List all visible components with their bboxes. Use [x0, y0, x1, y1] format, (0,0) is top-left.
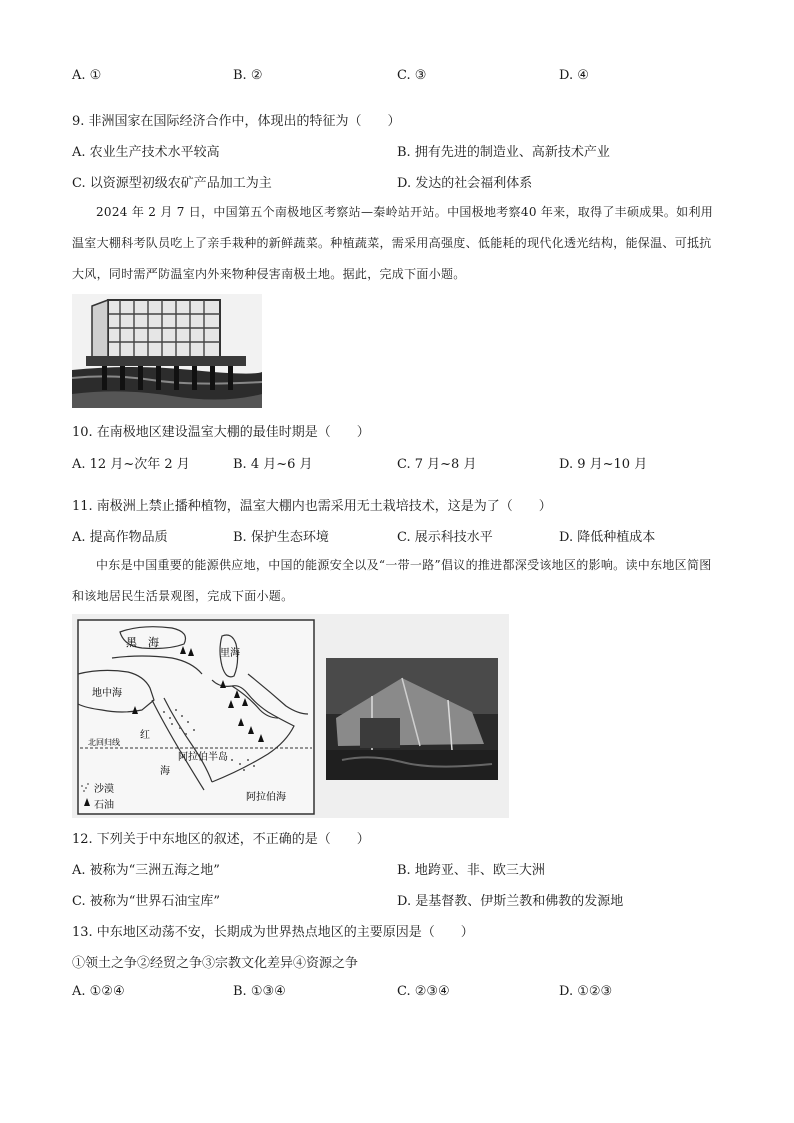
q11-options — [72, 526, 732, 546]
q8-options — [72, 68, 732, 88]
q13-options — [72, 984, 732, 1004]
q9-option-a[interactable]: A. 农业生产技术水平较高 — [72, 145, 220, 160]
q9-stem: 9. 非洲国家在国际经济合作中，体现出的特征为（ ） — [72, 114, 401, 129]
q8-option-d[interactable]: D. ④ — [559, 68, 589, 83]
greenhouse-illustration — [72, 294, 262, 408]
q12-option-c[interactable]: C. 被称为“世界石油宝库” — [72, 894, 221, 909]
passage-antarctica-text: 2024 年 2 月 7 日，中国第五个南极地区考察站—秦岭站开站。中国极地考察40 年来，取得了丰硕成果。如利用温室大棚科考队员吃上了亲手栽种的新鲜蔬菜。种植蔬菜，需采用高强度、低能耗的现代化透光结构，能保温、可抵抗大风，同时需严防温室内外来物种侵害南极土地。据此，完成下面小题。 — [72, 205, 714, 281]
q11-option-a[interactable]: A. 提高作物品质 — [72, 530, 168, 545]
q11-stem: 11. 南极洲上禁止播种植物，温室大棚内也需采用无土栽培技术，这是为了（ ） — [72, 499, 552, 514]
q9-option-c[interactable]: C. 以资源型初级农矿产品加工为主 — [72, 176, 272, 191]
q13-option-b[interactable]: B. ①③④ — [233, 984, 286, 999]
label-red-sea-1: 红 — [140, 730, 150, 741]
q9-option-b[interactable]: B. 拥有先进的制造业、高新技术产业 — [397, 145, 610, 160]
q9-option-d[interactable]: D. 发达的社会福利体系 — [397, 176, 533, 191]
q8-option-a[interactable]: A. ① — [72, 68, 102, 83]
q11-option-b[interactable]: B. 保护生态环境 — [233, 530, 329, 545]
legend-desert: 沙漠 — [94, 784, 114, 795]
q13-stem: 13. 中东地区动荡不安，长期成为世界热点地区的主要原因是（ ） — [72, 925, 474, 940]
q10-option-a[interactable]: A. 12 月~次年 2 月 — [72, 457, 190, 472]
q12-options-row2 — [72, 890, 732, 910]
q10-option-c[interactable]: C. 7 月~8 月 — [397, 457, 477, 472]
q12-option-b[interactable]: B. 地跨亚、非、欧三大洲 — [397, 863, 545, 878]
q12-stem: 12. 下列关于中东地区的叙述，不正确的是（ ） — [72, 832, 370, 847]
q12-options-row1 — [72, 859, 732, 879]
label-arabian-sea: 阿拉伯海 — [246, 792, 286, 803]
q11-option-c[interactable]: C. 展示科技水平 — [397, 530, 493, 545]
q12-option-d[interactable]: D. 是基督教、伊斯兰教和佛教的发源地 — [397, 894, 624, 909]
label-tropic-of-cancer: 北回归线 — [88, 738, 120, 747]
q9-options-row2 — [72, 172, 732, 192]
q10-option-d[interactable]: D. 9 月~10 月 — [559, 457, 648, 472]
label-red-sea-2: 海 — [160, 766, 170, 777]
passage-middle-east — [72, 550, 722, 612]
q13-option-c[interactable]: C. ②③④ — [397, 984, 450, 999]
q12-option-a[interactable]: A. 被称为“三洲五海之地” — [72, 863, 220, 878]
tent-photo — [326, 658, 498, 780]
q13-items: ①领土之争②经贸之争③宗教文化差异④资源之争 — [72, 956, 359, 971]
q9-options-row1 — [72, 141, 732, 161]
q10-option-b[interactable]: B. 4 月~6 月 — [233, 457, 313, 472]
q8-option-c[interactable]: C. ③ — [397, 68, 427, 83]
q8-option-b[interactable]: B. ② — [233, 68, 263, 83]
q10-options — [72, 453, 732, 473]
passage-middle-east-text: 中东是中国重要的能源供应地，中国的能源安全以及“一带一路”倡议的推进都深受该地区的影响。读中东地区简图和该地居民生活景观图，完成下面小题。 — [72, 558, 712, 603]
label-black-sea: 黑 海 — [126, 636, 159, 649]
label-arabian-peninsula: 阿拉伯半岛 — [178, 752, 228, 763]
q11-option-d[interactable]: D. 降低种植成本 — [559, 530, 656, 545]
greenhouse-photo — [72, 294, 262, 408]
label-mediterranean: 地中海 — [92, 688, 122, 699]
q13-option-d[interactable]: D. ①②③ — [559, 984, 613, 999]
middle-east-map — [72, 614, 509, 818]
legend-oil: 石油 — [94, 800, 114, 811]
middle-east-figure — [72, 614, 509, 818]
passage-antarctica — [72, 197, 722, 290]
label-caspian-sea: 里海 — [220, 648, 240, 659]
q10-stem: 10. 在南极地区建设温室大棚的最佳时期是（ ） — [72, 425, 370, 440]
q13-option-a[interactable]: A. ①②④ — [72, 984, 125, 999]
